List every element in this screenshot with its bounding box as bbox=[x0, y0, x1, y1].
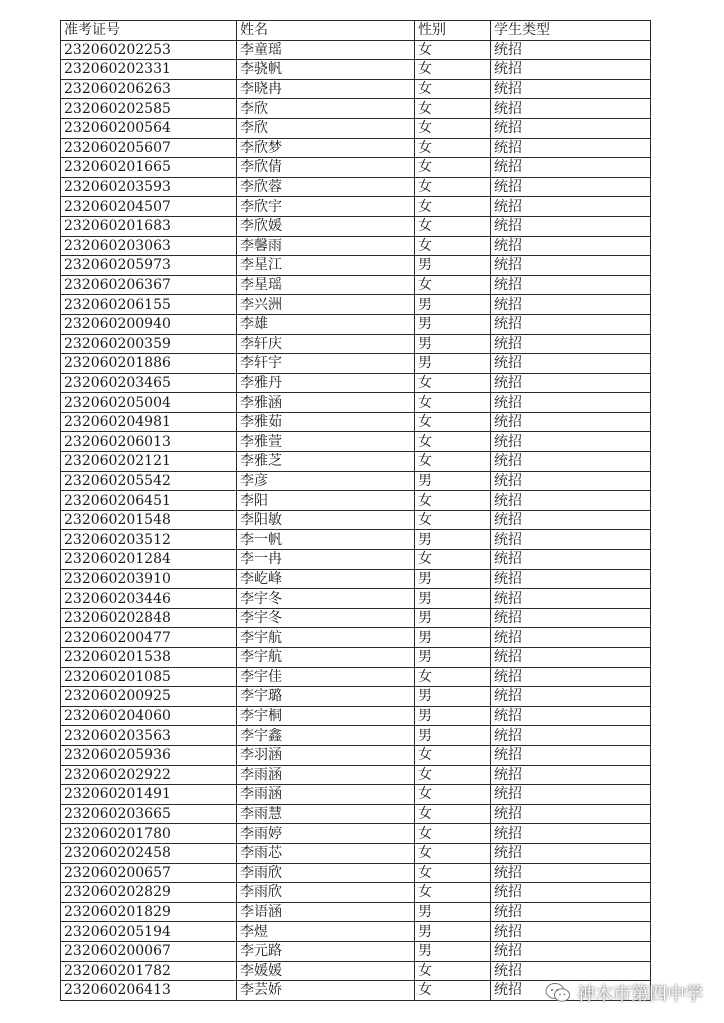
cell-name: 李宇鑫 bbox=[237, 726, 415, 746]
table-row bbox=[61, 706, 651, 726]
cell-student-type: 统招 bbox=[491, 687, 651, 707]
cell-name: 李宇航 bbox=[237, 648, 415, 668]
student-list-table bbox=[60, 20, 651, 1001]
cell-exam-id: 232060205607 bbox=[61, 138, 237, 158]
cell-student-type: 统招 bbox=[491, 295, 651, 315]
table-row bbox=[61, 726, 651, 746]
cell-exam-id: 232060203063 bbox=[61, 236, 237, 256]
cell-exam-id: 232060205194 bbox=[61, 922, 237, 942]
cell-student-type: 统招 bbox=[491, 393, 651, 413]
header-row bbox=[61, 21, 651, 41]
cell-exam-id: 232060201491 bbox=[61, 785, 237, 805]
cell-gender: 女 bbox=[415, 99, 491, 119]
cell-exam-id: 232060206263 bbox=[61, 79, 237, 99]
cell-student-type: 统招 bbox=[491, 314, 651, 334]
table-row bbox=[61, 745, 651, 765]
cell-student-type: 统招 bbox=[491, 177, 651, 197]
cell-gender: 女 bbox=[415, 510, 491, 530]
table-row bbox=[61, 510, 651, 530]
table-row bbox=[61, 275, 651, 295]
cell-student-type: 统招 bbox=[491, 256, 651, 276]
cell-student-type: 统招 bbox=[491, 961, 651, 981]
cell-student-type: 统招 bbox=[491, 197, 651, 217]
cell-name: 李羽涵 bbox=[237, 745, 415, 765]
table-row bbox=[61, 60, 651, 80]
table-row bbox=[61, 393, 651, 413]
table-row bbox=[61, 197, 651, 217]
cell-name: 李雅萱 bbox=[237, 432, 415, 452]
cell-student-type: 统招 bbox=[491, 843, 651, 863]
cell-exam-id: 232060203593 bbox=[61, 177, 237, 197]
cell-gender: 男 bbox=[415, 354, 491, 374]
cell-exam-id: 232060202585 bbox=[61, 99, 237, 119]
table-row bbox=[61, 608, 651, 628]
cell-gender: 女 bbox=[415, 138, 491, 158]
cell-student-type: 统招 bbox=[491, 79, 651, 99]
cell-exam-id: 232060204507 bbox=[61, 197, 237, 217]
cell-gender: 男 bbox=[415, 314, 491, 334]
cell-gender: 女 bbox=[415, 843, 491, 863]
cell-exam-id: 232060205936 bbox=[61, 745, 237, 765]
cell-exam-id: 232060204060 bbox=[61, 706, 237, 726]
cell-student-type: 统招 bbox=[491, 922, 651, 942]
cell-gender: 女 bbox=[415, 981, 491, 1001]
cell-gender: 男 bbox=[415, 902, 491, 922]
cell-student-type: 统招 bbox=[491, 569, 651, 589]
cell-gender: 女 bbox=[415, 432, 491, 452]
table-row bbox=[61, 863, 651, 883]
table-row bbox=[61, 99, 651, 119]
cell-exam-id: 232060201782 bbox=[61, 961, 237, 981]
cell-student-type: 统招 bbox=[491, 452, 651, 472]
table-row bbox=[61, 491, 651, 511]
cell-student-type: 统招 bbox=[491, 471, 651, 491]
cell-student-type: 统招 bbox=[491, 412, 651, 432]
cell-student-type: 统招 bbox=[491, 158, 651, 178]
header-exam-id: 准考证号 bbox=[61, 21, 237, 41]
cell-exam-id: 232060201780 bbox=[61, 824, 237, 844]
cell-gender: 女 bbox=[415, 785, 491, 805]
cell-gender: 女 bbox=[415, 961, 491, 981]
cell-student-type: 统招 bbox=[491, 216, 651, 236]
watermark-text: 神木市第四中学 bbox=[577, 984, 703, 1005]
cell-name: 李雨婷 bbox=[237, 824, 415, 844]
cell-name: 李欣 bbox=[237, 99, 415, 119]
cell-gender: 男 bbox=[415, 471, 491, 491]
table-row bbox=[61, 628, 651, 648]
cell-name: 李雨慧 bbox=[237, 804, 415, 824]
table-row bbox=[61, 569, 651, 589]
table-row bbox=[61, 550, 651, 570]
cell-gender: 女 bbox=[415, 804, 491, 824]
table-row bbox=[61, 334, 651, 354]
cell-name: 李一冉 bbox=[237, 550, 415, 570]
cell-student-type: 统招 bbox=[491, 118, 651, 138]
table-row bbox=[61, 314, 651, 334]
cell-gender: 女 bbox=[415, 177, 491, 197]
cell-name: 李宇冬 bbox=[237, 608, 415, 628]
cell-gender: 女 bbox=[415, 118, 491, 138]
table-row bbox=[61, 648, 651, 668]
table-row bbox=[61, 236, 651, 256]
cell-gender: 女 bbox=[415, 883, 491, 903]
cell-exam-id: 232060200940 bbox=[61, 314, 237, 334]
cell-exam-id: 232060200925 bbox=[61, 687, 237, 707]
cell-gender: 男 bbox=[415, 922, 491, 942]
cell-exam-id: 232060202829 bbox=[61, 883, 237, 903]
cell-gender: 女 bbox=[415, 393, 491, 413]
table-row bbox=[61, 40, 651, 60]
cell-name: 李雨涵 bbox=[237, 785, 415, 805]
cell-exam-id: 232060200477 bbox=[61, 628, 237, 648]
cell-exam-id: 232060204981 bbox=[61, 412, 237, 432]
cell-name: 李欣宇 bbox=[237, 197, 415, 217]
cell-name: 李轩宇 bbox=[237, 354, 415, 374]
cell-exam-id: 232060205973 bbox=[61, 256, 237, 276]
table-row bbox=[61, 589, 651, 609]
cell-student-type: 统招 bbox=[491, 902, 651, 922]
table-row bbox=[61, 412, 651, 432]
cell-student-type: 统招 bbox=[491, 334, 651, 354]
cell-name: 李欣梦 bbox=[237, 138, 415, 158]
cell-student-type: 统招 bbox=[491, 706, 651, 726]
cell-exam-id: 232060201829 bbox=[61, 902, 237, 922]
table-row bbox=[61, 804, 651, 824]
cell-student-type: 统招 bbox=[491, 745, 651, 765]
cell-name: 李欣媛 bbox=[237, 216, 415, 236]
cell-gender: 女 bbox=[415, 79, 491, 99]
cell-gender: 女 bbox=[415, 236, 491, 256]
cell-name: 李星江 bbox=[237, 256, 415, 276]
table-row bbox=[61, 373, 651, 393]
table-row bbox=[61, 471, 651, 491]
cell-name: 李兴洲 bbox=[237, 295, 415, 315]
cell-gender: 男 bbox=[415, 706, 491, 726]
cell-exam-id: 232060206451 bbox=[61, 491, 237, 511]
table-row bbox=[61, 177, 651, 197]
table-row bbox=[61, 256, 651, 276]
cell-exam-id: 232060202253 bbox=[61, 40, 237, 60]
cell-exam-id: 232060201538 bbox=[61, 648, 237, 668]
table-row bbox=[61, 883, 651, 903]
cell-name: 李雨欣 bbox=[237, 883, 415, 903]
table-row bbox=[61, 824, 651, 844]
cell-student-type: 统招 bbox=[491, 726, 651, 746]
cell-student-type: 统招 bbox=[491, 530, 651, 550]
cell-gender: 女 bbox=[415, 197, 491, 217]
cell-name: 李阳敏 bbox=[237, 510, 415, 530]
cell-name: 李宇璐 bbox=[237, 687, 415, 707]
cell-name: 李雅涵 bbox=[237, 393, 415, 413]
cell-student-type: 统招 bbox=[491, 589, 651, 609]
cell-student-type: 统招 bbox=[491, 785, 651, 805]
cell-name: 李晓冉 bbox=[237, 79, 415, 99]
cell-student-type: 统招 bbox=[491, 550, 651, 570]
cell-exam-id: 232060201284 bbox=[61, 550, 237, 570]
cell-exam-id: 232060201665 bbox=[61, 158, 237, 178]
cell-name: 李骁帆 bbox=[237, 60, 415, 80]
cell-student-type: 统招 bbox=[491, 510, 651, 530]
table-row bbox=[61, 843, 651, 863]
cell-student-type: 统招 bbox=[491, 628, 651, 648]
table-row bbox=[61, 295, 651, 315]
watermark bbox=[545, 980, 703, 1006]
cell-exam-id: 232060201886 bbox=[61, 354, 237, 374]
cell-exam-id: 232060202121 bbox=[61, 452, 237, 472]
cell-exam-id: 232060205004 bbox=[61, 393, 237, 413]
cell-name: 李宇佳 bbox=[237, 667, 415, 687]
cell-name: 李阳 bbox=[237, 491, 415, 511]
cell-name: 李媛媛 bbox=[237, 961, 415, 981]
table-row bbox=[61, 216, 651, 236]
table-row bbox=[61, 530, 651, 550]
header-student-type: 学生类型 bbox=[491, 21, 651, 41]
cell-name: 李馨雨 bbox=[237, 236, 415, 256]
cell-gender: 男 bbox=[415, 726, 491, 746]
cell-student-type: 统招 bbox=[491, 275, 651, 295]
cell-name: 李星瑶 bbox=[237, 275, 415, 295]
cell-name: 李宇冬 bbox=[237, 589, 415, 609]
cell-name: 李元路 bbox=[237, 941, 415, 961]
table-row bbox=[61, 902, 651, 922]
cell-student-type: 统招 bbox=[491, 608, 651, 628]
cell-gender: 女 bbox=[415, 824, 491, 844]
cell-student-type: 统招 bbox=[491, 863, 651, 883]
cell-name: 李欣 bbox=[237, 118, 415, 138]
cell-exam-id: 232060201683 bbox=[61, 216, 237, 236]
table-row bbox=[61, 452, 651, 472]
cell-exam-id: 232060200564 bbox=[61, 118, 237, 138]
cell-student-type: 统招 bbox=[491, 804, 651, 824]
cell-student-type: 统招 bbox=[491, 824, 651, 844]
cell-exam-id: 232060203563 bbox=[61, 726, 237, 746]
cell-exam-id: 232060202848 bbox=[61, 608, 237, 628]
cell-gender: 女 bbox=[415, 412, 491, 432]
cell-student-type: 统招 bbox=[491, 883, 651, 903]
cell-exam-id: 232060206155 bbox=[61, 295, 237, 315]
cell-gender: 女 bbox=[415, 40, 491, 60]
cell-name: 李彦 bbox=[237, 471, 415, 491]
cell-student-type: 统招 bbox=[491, 765, 651, 785]
header-name: 姓名 bbox=[237, 21, 415, 41]
cell-student-type: 统招 bbox=[491, 99, 651, 119]
cell-name: 李雅茹 bbox=[237, 412, 415, 432]
cell-gender: 女 bbox=[415, 216, 491, 236]
cell-gender: 女 bbox=[415, 275, 491, 295]
cell-student-type: 统招 bbox=[491, 236, 651, 256]
cell-exam-id: 232060201548 bbox=[61, 510, 237, 530]
cell-exam-id: 232060200657 bbox=[61, 863, 237, 883]
cell-name: 李雨欣 bbox=[237, 863, 415, 883]
cell-name: 李宇桐 bbox=[237, 706, 415, 726]
cell-gender: 男 bbox=[415, 589, 491, 609]
cell-name: 李雅丹 bbox=[237, 373, 415, 393]
cell-name: 李雅芝 bbox=[237, 452, 415, 472]
table-row bbox=[61, 158, 651, 178]
cell-exam-id: 232060206367 bbox=[61, 275, 237, 295]
cell-name: 李宇航 bbox=[237, 628, 415, 648]
table-row bbox=[61, 432, 651, 452]
cell-exam-id: 232060203910 bbox=[61, 569, 237, 589]
cell-gender: 女 bbox=[415, 491, 491, 511]
table-row bbox=[61, 687, 651, 707]
cell-exam-id: 232060202922 bbox=[61, 765, 237, 785]
cell-gender: 男 bbox=[415, 608, 491, 628]
cell-exam-id: 232060201085 bbox=[61, 667, 237, 687]
table-row bbox=[61, 667, 651, 687]
wechat-official-account-icon bbox=[545, 982, 571, 1004]
cell-gender: 女 bbox=[415, 863, 491, 883]
cell-exam-id: 232060203446 bbox=[61, 589, 237, 609]
cell-name: 李煜 bbox=[237, 922, 415, 942]
cell-exam-id: 232060202458 bbox=[61, 843, 237, 863]
cell-gender: 男 bbox=[415, 256, 491, 276]
cell-gender: 男 bbox=[415, 295, 491, 315]
cell-exam-id: 232060205542 bbox=[61, 471, 237, 491]
cell-name: 李轩庆 bbox=[237, 334, 415, 354]
table-row bbox=[61, 785, 651, 805]
cell-gender: 男 bbox=[415, 628, 491, 648]
cell-gender: 女 bbox=[415, 745, 491, 765]
cell-name: 李芸娇 bbox=[237, 981, 415, 1001]
cell-student-type: 统招 bbox=[491, 40, 651, 60]
cell-student-type: 统招 bbox=[491, 648, 651, 668]
cell-gender: 女 bbox=[415, 765, 491, 785]
cell-gender: 女 bbox=[415, 158, 491, 178]
table-row bbox=[61, 118, 651, 138]
cell-name: 李一帆 bbox=[237, 530, 415, 550]
cell-name: 李欣蓉 bbox=[237, 177, 415, 197]
cell-exam-id: 232060206413 bbox=[61, 981, 237, 1001]
cell-gender: 女 bbox=[415, 60, 491, 80]
cell-student-type: 统招 bbox=[491, 60, 651, 80]
cell-exam-id: 232060200067 bbox=[61, 941, 237, 961]
header-gender: 性别 bbox=[415, 21, 491, 41]
cell-name: 李雨涵 bbox=[237, 765, 415, 785]
cell-student-type: 统招 bbox=[491, 667, 651, 687]
cell-gender: 女 bbox=[415, 550, 491, 570]
cell-gender: 男 bbox=[415, 941, 491, 961]
cell-name: 李语涵 bbox=[237, 902, 415, 922]
cell-exam-id: 232060200359 bbox=[61, 334, 237, 354]
cell-name: 李雄 bbox=[237, 314, 415, 334]
cell-exam-id: 232060203512 bbox=[61, 530, 237, 550]
cell-student-type: 统招 bbox=[491, 354, 651, 374]
cell-gender: 男 bbox=[415, 530, 491, 550]
cell-name: 李雨芯 bbox=[237, 843, 415, 863]
cell-gender: 女 bbox=[415, 667, 491, 687]
cell-student-type: 统招 bbox=[491, 491, 651, 511]
cell-gender: 男 bbox=[415, 569, 491, 589]
table-row bbox=[61, 765, 651, 785]
cell-exam-id: 232060206013 bbox=[61, 432, 237, 452]
cell-exam-id: 232060202331 bbox=[61, 60, 237, 80]
table-row bbox=[61, 354, 651, 374]
cell-student-type: 统招 bbox=[491, 941, 651, 961]
table-row bbox=[61, 922, 651, 942]
cell-student-type: 统招 bbox=[491, 432, 651, 452]
table-row bbox=[61, 941, 651, 961]
cell-student-type: 统招 bbox=[491, 138, 651, 158]
cell-student-type: 统招 bbox=[491, 981, 651, 1001]
table-row bbox=[61, 961, 651, 981]
cell-name: 李欣倩 bbox=[237, 158, 415, 178]
cell-gender: 女 bbox=[415, 452, 491, 472]
table-row bbox=[61, 79, 651, 99]
cell-gender: 女 bbox=[415, 373, 491, 393]
table-row bbox=[61, 138, 651, 158]
cell-exam-id: 232060203465 bbox=[61, 373, 237, 393]
cell-name: 李童瑶 bbox=[237, 40, 415, 60]
cell-name: 李屹峰 bbox=[237, 569, 415, 589]
cell-gender: 男 bbox=[415, 334, 491, 354]
cell-gender: 男 bbox=[415, 648, 491, 668]
cell-exam-id: 232060203665 bbox=[61, 804, 237, 824]
cell-gender: 男 bbox=[415, 687, 491, 707]
cell-student-type: 统招 bbox=[491, 373, 651, 393]
